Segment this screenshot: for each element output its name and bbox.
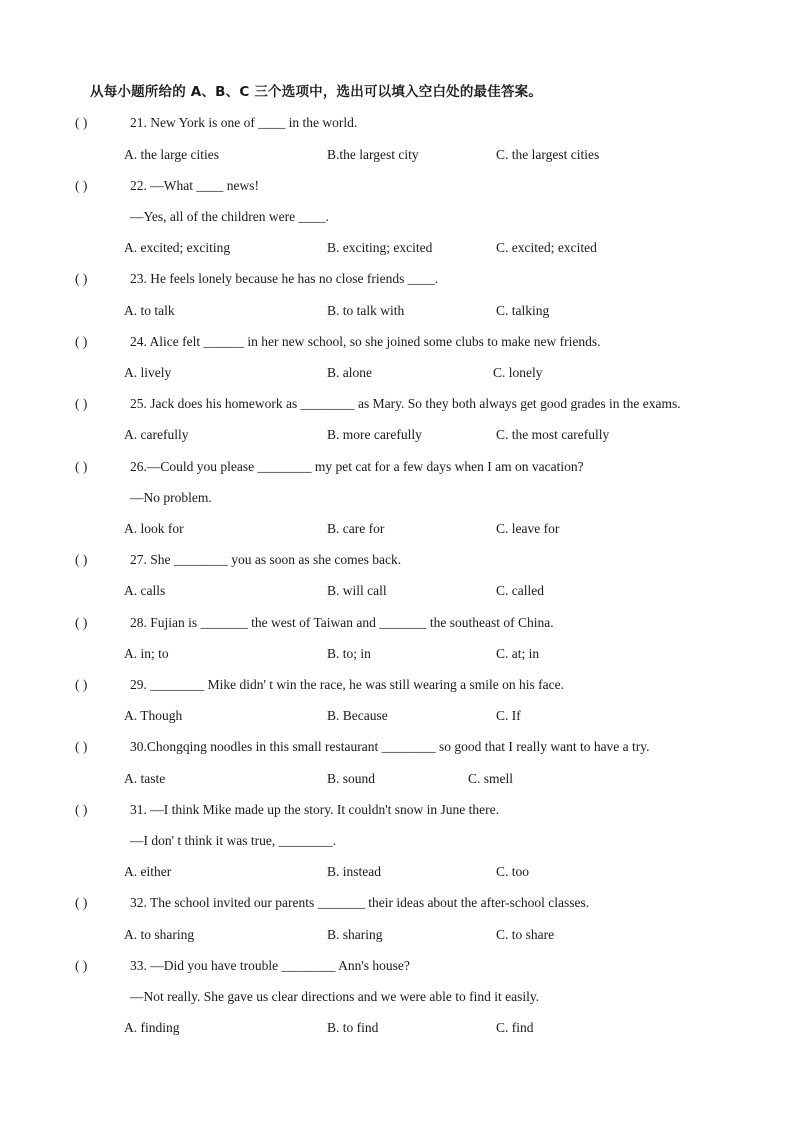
question-stem: 27. She ________ you as soon as she comes back. — [130, 552, 402, 567]
question-26 — [75, 459, 584, 475]
question-stem: 30.Chongqing noodles in this small restaurant ________ so good that I really want to have a try. — [130, 739, 650, 754]
answer-blank[interactable]: ( ) — [75, 396, 88, 411]
question-30 — [75, 739, 650, 755]
answer-blank[interactable]: ( ) — [75, 615, 88, 630]
question-21 — [75, 115, 357, 131]
option-c: C. the largest cities — [496, 147, 600, 162]
question-reply: —Yes, all of the children were ____. — [130, 209, 329, 224]
option-b: B. to; in — [327, 646, 371, 661]
question-29 — [75, 677, 564, 693]
option-b: B. Because — [327, 708, 388, 723]
question-28 — [75, 615, 554, 631]
answer-blank[interactable]: ( ) — [75, 958, 88, 973]
option-a: A. either — [124, 864, 172, 879]
answer-blank[interactable]: ( ) — [75, 739, 88, 754]
option-b: B. sound — [327, 771, 376, 786]
question-reply: —No problem. — [130, 490, 212, 505]
option-a: A. look for — [124, 521, 184, 536]
option-a: A. calls — [124, 583, 166, 598]
question-31 — [75, 802, 499, 818]
option-a: A. the large cities — [124, 147, 219, 162]
option-b: B. to talk with — [327, 303, 405, 318]
option-c: C. lonely — [493, 365, 543, 380]
option-b: B. will call — [327, 583, 387, 598]
option-c: C. called — [496, 583, 544, 598]
option-a: A. excited; exciting — [124, 240, 231, 255]
question-stem: 28. Fujian is _______ the west of Taiwan and _______ the southeast of China. — [130, 615, 554, 630]
answer-blank[interactable]: ( ) — [75, 802, 88, 817]
question-25 — [75, 396, 681, 412]
answer-blank[interactable]: ( ) — [75, 178, 88, 193]
option-b: B. to find — [327, 1020, 379, 1035]
option-c: C. at; in — [496, 646, 540, 661]
question-stem: 22. —What ____ news! — [130, 178, 259, 193]
question-reply: —I don' t think it was true, ________. — [130, 833, 337, 848]
option-b: B. sharing — [327, 927, 383, 942]
option-b: B.the largest city — [327, 147, 419, 162]
option-c: C. the most carefully — [496, 427, 610, 442]
option-c: C. smell — [468, 771, 514, 786]
option-c: C. If — [496, 708, 521, 723]
question-stem: 33. —Did you have trouble ________ Ann's house? — [130, 958, 410, 973]
option-c: C. talking — [496, 303, 550, 318]
option-a: A. taste — [124, 771, 166, 786]
option-a: A. Though — [124, 708, 183, 723]
question-stem: 24. Alice felt ______ in her new school, so she joined some clubs to make new friends. — [130, 334, 601, 349]
question-stem: 26.—Could you please ________ my pet cat for a few days when I am on vacation? — [130, 459, 584, 474]
question-22 — [75, 178, 259, 194]
option-b: B. alone — [327, 365, 372, 380]
question-stem: 29. ________ Mike didn' t win the race, he was still wearing a smile on his face. — [130, 677, 564, 692]
answer-blank[interactable]: ( ) — [75, 552, 88, 567]
option-b: B. exciting; excited — [327, 240, 433, 255]
option-a: A. finding — [124, 1020, 180, 1035]
question-33 — [75, 958, 410, 974]
answer-blank[interactable]: ( ) — [75, 271, 88, 286]
option-a: A. to talk — [124, 303, 175, 318]
option-b: B. more carefully — [327, 427, 422, 442]
question-stem: 25. Jack does his homework as ________ as Mary. So they both always get good grades in the exams. — [130, 396, 681, 411]
question-stem: 31. —I think Mike made up the story. It couldn't snow in June there. — [130, 802, 499, 817]
option-c: C. find — [496, 1020, 534, 1035]
answer-blank[interactable]: ( ) — [75, 459, 88, 474]
answer-blank[interactable]: ( ) — [75, 334, 88, 349]
answer-blank[interactable]: ( ) — [75, 115, 88, 130]
question-24 — [75, 334, 601, 350]
option-b: B. care for — [327, 521, 385, 536]
option-a: A. to sharing — [124, 927, 195, 942]
question-stem: 23. He feels lonely because he has no close friends ____. — [130, 271, 439, 286]
option-a: A. lively — [124, 365, 172, 380]
answer-blank[interactable]: ( ) — [75, 677, 88, 692]
instruction-heading: 从每小题所给的 A、B、C 三个选项中，选出可以填入空白处的最佳答案。 — [90, 84, 543, 100]
question-32 — [75, 895, 589, 911]
question-reply: —Not really. She gave us clear directions and we were able to find it easily. — [130, 989, 540, 1004]
question-stem: 21. New York is one of ____ in the world. — [130, 115, 358, 130]
option-c: C. excited; excited — [496, 240, 597, 255]
option-a: A. in; to — [124, 646, 169, 661]
option-c: C. too — [496, 864, 530, 879]
question-27 — [75, 552, 401, 568]
option-b: B. instead — [327, 864, 381, 879]
question-23 — [75, 271, 438, 287]
option-c: C. leave for — [496, 521, 560, 536]
answer-blank[interactable]: ( ) — [75, 895, 88, 910]
option-c: C. to share — [496, 927, 555, 942]
option-a: A. carefully — [124, 427, 189, 442]
question-stem: 32. The school invited our parents _______ their ideas about the after-school classes. — [130, 895, 590, 910]
